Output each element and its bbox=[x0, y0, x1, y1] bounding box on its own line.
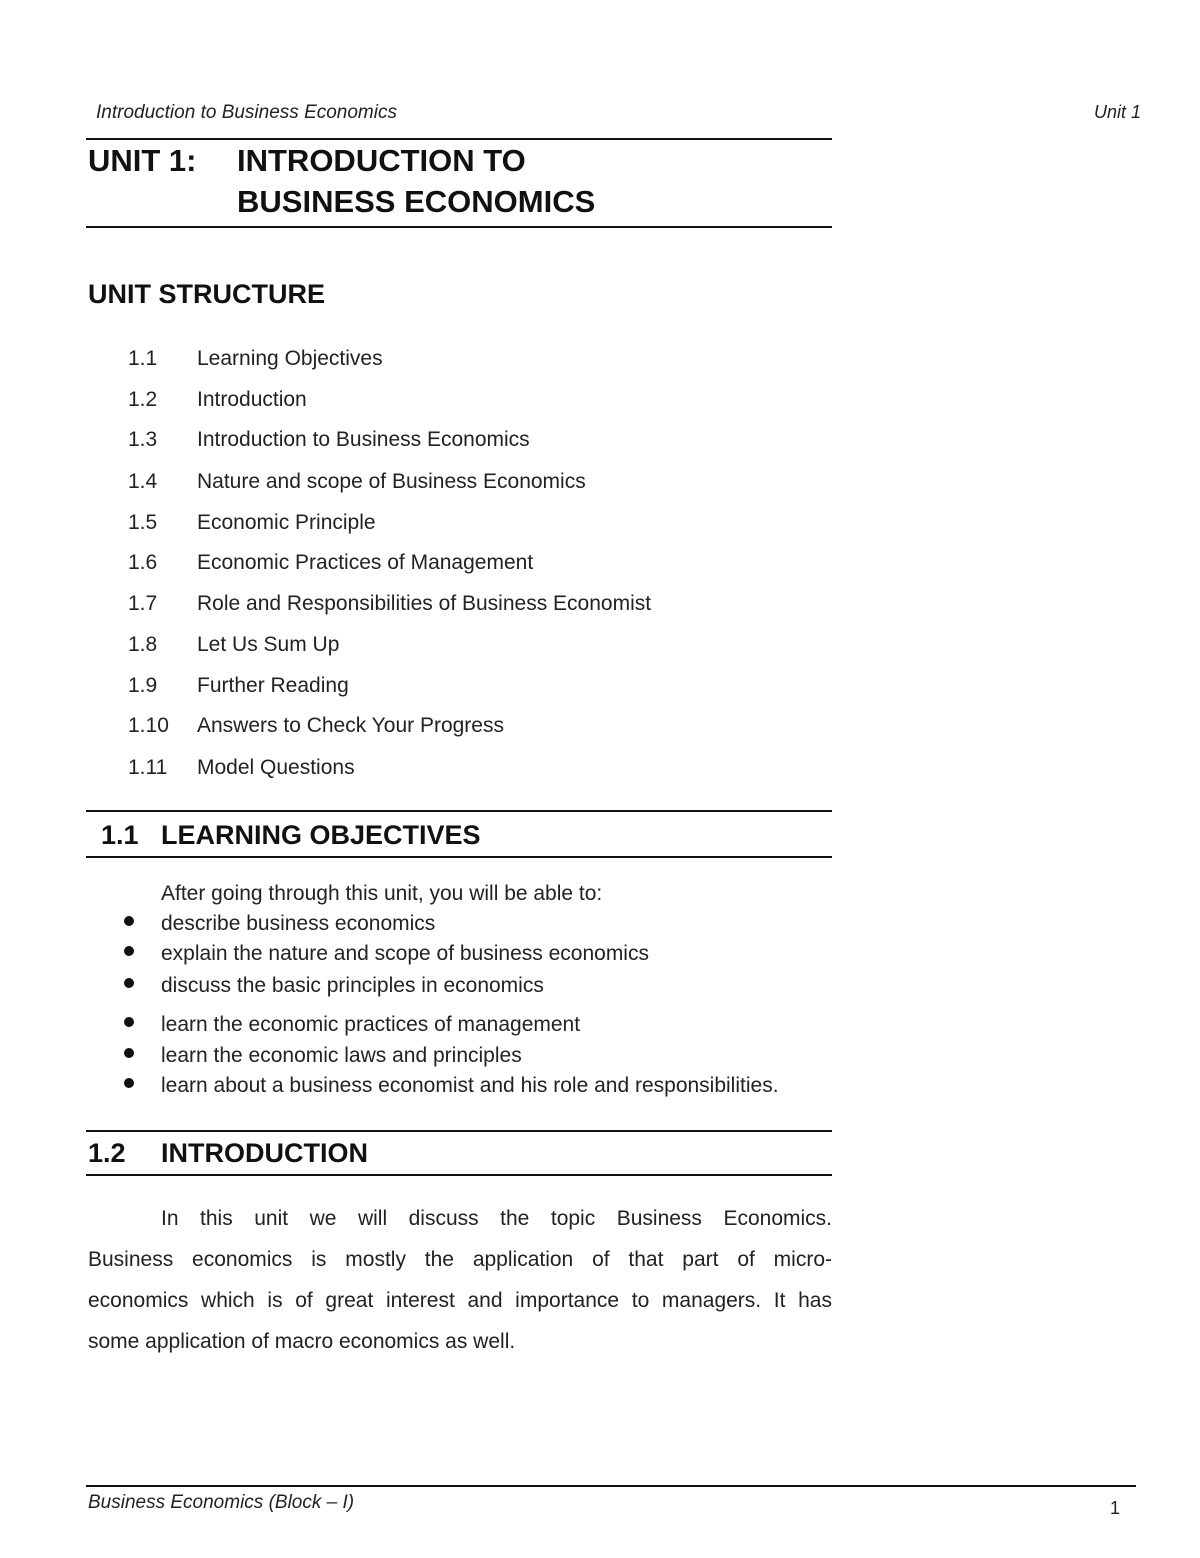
unit-structure-heading: UNIT STRUCTURE bbox=[88, 279, 325, 309]
footer-rule bbox=[86, 1485, 1136, 1487]
list-item-text: learn the economic practices of management bbox=[161, 1013, 581, 1036]
objectives-heading: LEARNING OBJECTIVES bbox=[161, 820, 481, 850]
toc-item-label: Further Reading bbox=[197, 674, 349, 697]
toc-item-number: 1.8 bbox=[128, 633, 158, 656]
bullet-icon bbox=[124, 1048, 134, 1058]
title-bottom-rule bbox=[86, 226, 832, 228]
toc-item-number: 1.3 bbox=[128, 428, 158, 451]
toc-item-number: 1.9 bbox=[128, 674, 158, 697]
list-item-text: describe business economics bbox=[161, 912, 436, 935]
list-item-text: learn about a business economist and his role and responsibilities. bbox=[161, 1074, 779, 1097]
toc-item-number: 1.5 bbox=[128, 511, 158, 534]
toc-item-label: Learning Objectives bbox=[197, 347, 383, 370]
toc-item-number: 1.4 bbox=[128, 470, 158, 493]
toc-item-number: 1.11 bbox=[128, 756, 168, 779]
toc-item-label: Let Us Sum Up bbox=[197, 633, 340, 656]
paragraph-line: economics which is of great interest and importance to managers. It has bbox=[88, 1289, 832, 1312]
paragraph-line: some application of macro economics as well. bbox=[88, 1330, 516, 1353]
footer-title: Business Economics (Block – I) bbox=[88, 1492, 355, 1513]
page-number: 1 bbox=[1110, 1498, 1121, 1518]
running-header-title: Introduction to Business Economics bbox=[96, 102, 397, 123]
unit-title-line-2: BUSINESS ECONOMICS bbox=[237, 184, 596, 219]
unit-label: UNIT 1: bbox=[88, 143, 197, 178]
unit-title-line-1: INTRODUCTION TO bbox=[237, 143, 526, 178]
list-item-text: learn the economic laws and principles bbox=[161, 1044, 522, 1067]
toc-item-label: Answers to Check Your Progress bbox=[197, 714, 504, 737]
list-item-text: discuss the basic principles in economics bbox=[161, 974, 544, 997]
objectives-section-number: 1.1 bbox=[101, 820, 139, 850]
toc-item-label: Introduction bbox=[197, 388, 307, 411]
bullet-icon bbox=[124, 978, 134, 988]
running-header-unit: Unit 1 bbox=[1094, 102, 1142, 122]
objectives-bottom-rule bbox=[86, 856, 832, 858]
toc-item-label: Nature and scope of Business Economics bbox=[197, 470, 586, 493]
toc-item-number: 1.1 bbox=[128, 347, 158, 370]
toc-item-label: Role and Responsibilities of Business Economist bbox=[197, 592, 652, 615]
paragraph-line: Business economics is mostly the application of that part of micro- bbox=[88, 1248, 832, 1271]
toc-item-number: 1.6 bbox=[128, 551, 158, 574]
introduction-section-number: 1.2 bbox=[88, 1138, 126, 1168]
introduction-heading: INTRODUCTION bbox=[161, 1138, 368, 1168]
objectives-top-rule bbox=[86, 810, 832, 812]
toc-item-number: 1.7 bbox=[128, 592, 158, 615]
toc-item-label: Introduction to Business Economics bbox=[197, 428, 530, 451]
paragraph-line: In this unit we will discuss the topic Business Economics. bbox=[161, 1207, 832, 1230]
bullet-icon bbox=[124, 1017, 134, 1027]
list-item-text: explain the nature and scope of business economics bbox=[161, 942, 649, 965]
objectives-intro: After going through this unit, you will be able to: bbox=[161, 882, 603, 905]
toc-item-label: Model Questions bbox=[197, 756, 355, 779]
toc-item-label: Economic Practices of Management bbox=[197, 551, 534, 574]
toc-item-label: Economic Principle bbox=[197, 511, 376, 534]
bullet-icon bbox=[124, 1078, 134, 1088]
introduction-bottom-rule bbox=[86, 1174, 832, 1176]
bullet-icon bbox=[124, 916, 134, 926]
toc-item-number: 1.2 bbox=[128, 388, 158, 411]
toc-item-number: 1.10 bbox=[128, 714, 169, 737]
introduction-top-rule bbox=[86, 1130, 832, 1132]
bullet-icon bbox=[124, 946, 134, 956]
